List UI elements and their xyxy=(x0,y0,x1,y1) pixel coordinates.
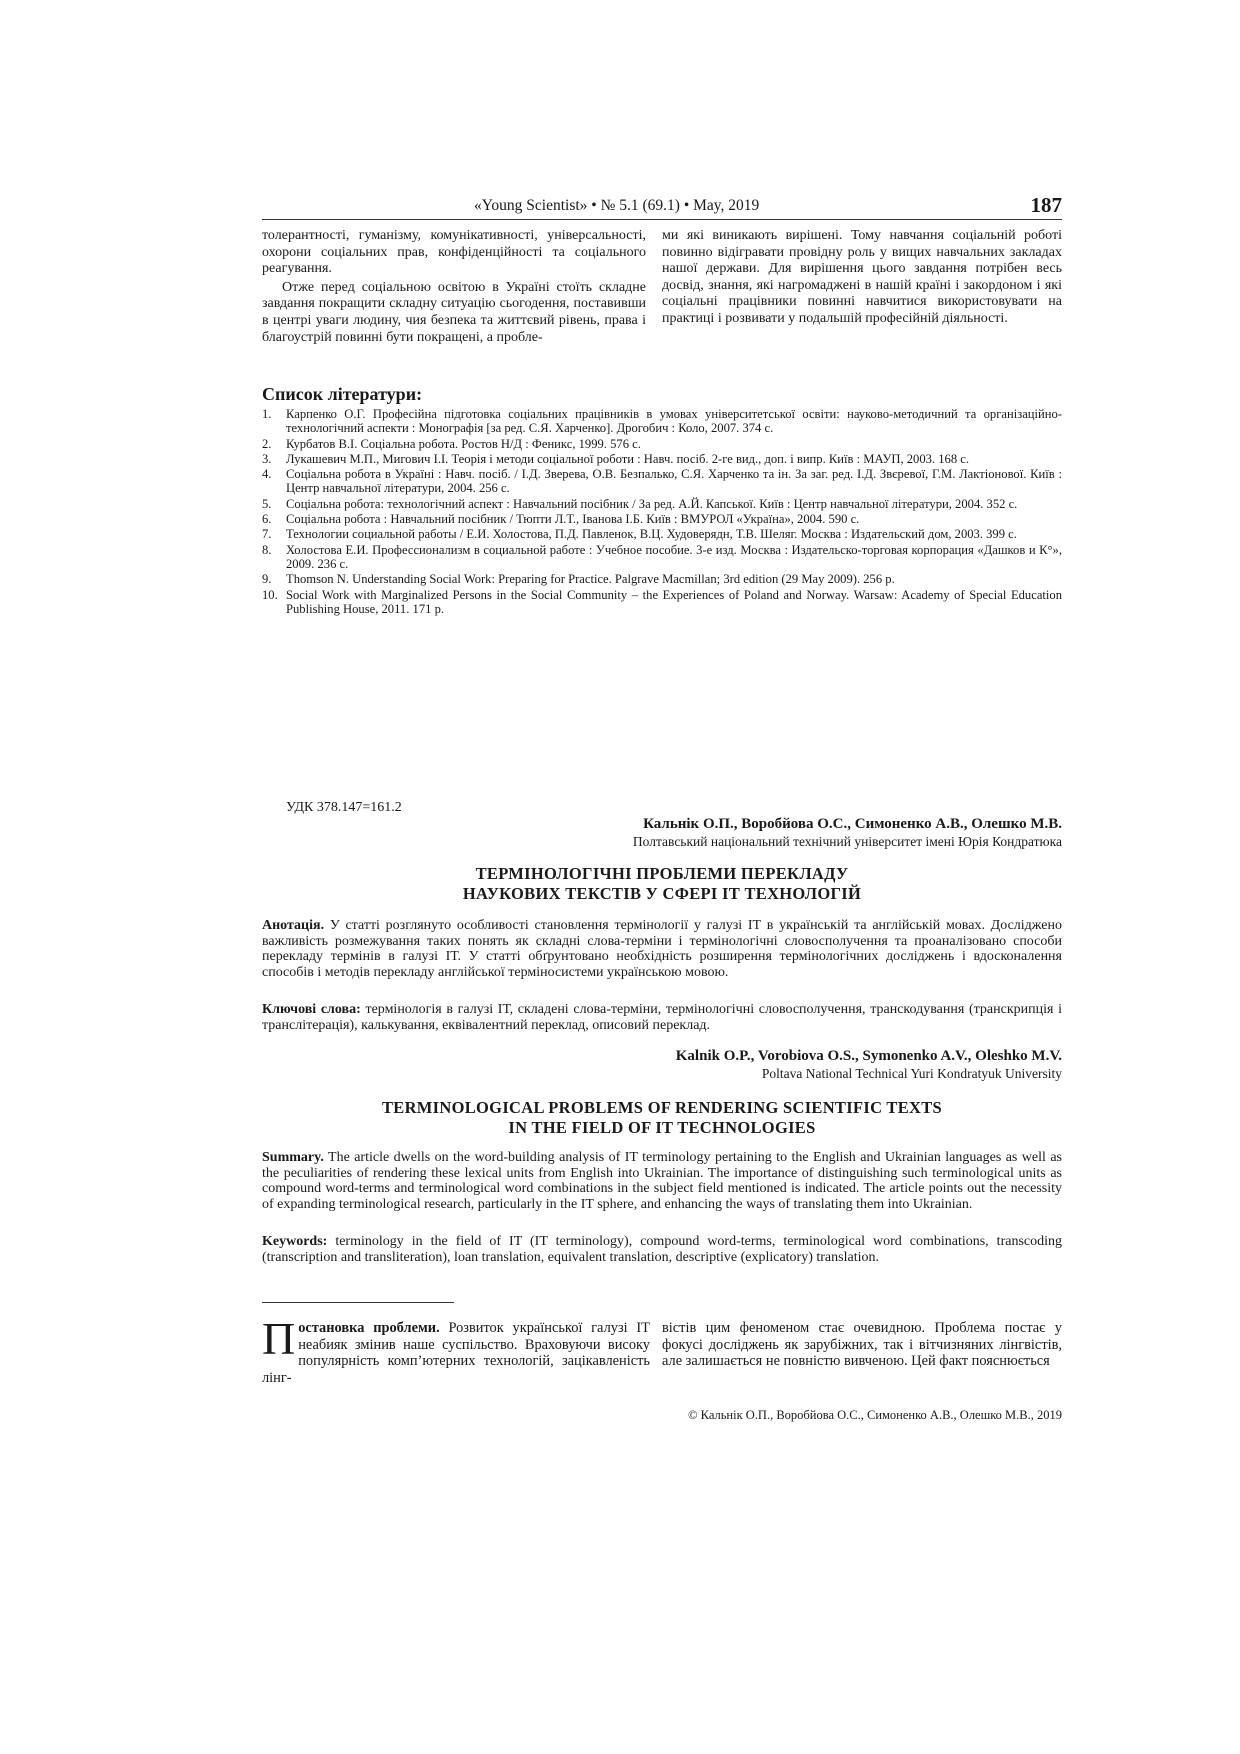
keywords-en-label: Keywords: xyxy=(262,1234,328,1249)
summary-label: Summary. xyxy=(262,1150,324,1165)
keywords-en-text: terminology in the field of IT (IT terminology), compound word-terms, terminological word combinations, transcoding (transcription and transliteration), loan translation, equivalent translation, descriptive (explicatory) translation. xyxy=(262,1234,1062,1265)
reference-number: 3. xyxy=(262,451,272,466)
body-right-column xyxy=(662,1320,1062,1370)
reference-item xyxy=(262,572,1062,586)
reference-item xyxy=(262,407,1062,436)
authors-ua: Кальнік О.П., Воробйова О.С., Симоненко А.В., Олешко М.В. xyxy=(643,816,1062,832)
reference-item xyxy=(262,452,1062,466)
abstract-ua xyxy=(262,918,1062,980)
reference-text: Соціальна робота в Україні : Навч. посіб. / І.Д. Зверева, О.В. Безпалько, С.Я. Харченко та ін. За заг. ред. І.Д. Звєревої, Г.М. Лактіонової. Київ : Центр навчальної літератури, 2004. 256 с. xyxy=(286,467,1062,496)
top-left-column xyxy=(262,228,646,348)
reference-item xyxy=(262,467,1062,496)
title-ua xyxy=(262,864,1062,904)
reference-number: 7. xyxy=(262,527,272,542)
reference-item xyxy=(262,588,1062,617)
reference-text: Карпенко О.Г. Професійна підготовка соціальних працівників в умовах університетської освіти: науково-методичний та організаційно-технологічний аспекти : Монографія [за ред. С.Я. Харченко]. Дрогобич : Коло, 2007. 374 с. xyxy=(286,407,1062,436)
reference-number: 2. xyxy=(262,436,272,451)
reference-item xyxy=(262,543,1062,572)
reference-item xyxy=(262,527,1062,541)
reference-number: 4. xyxy=(262,467,272,482)
section-lead: остановка проблеми. xyxy=(298,1320,440,1336)
reference-text: Social Work with Marginalized Persons in the Social Community – the Experiences of Poland and Norway. Warsaw: Academy of Special Education Publishing House, 2011. 171 p. xyxy=(286,587,1062,616)
header-rule xyxy=(262,219,1062,220)
reference-text: Лукашевич М.П., Мигович І.І. Теорія і методи соціальної роботи : Навч. посіб. 2-ге вид., доп. і випр. Київ : МАУП, 2003. 168 с. xyxy=(286,451,970,466)
reference-number: 6. xyxy=(262,512,272,527)
drop-cap: П xyxy=(262,1313,296,1364)
summary-text: The article dwells on the word-building analysis of IT terminology pertaining to the English and Ukrainian languages as well as the peculiarities of rendering these lexical units from English into Ukrainian. The importance of distinguishing such terminological units as compound word-terms and terminological word combinations in the subject field mentioned is indicated. The article points out the necessity of expanding terminological research, particularly in the IT sphere, and enhancing the ways of translating them into Ukrainian. xyxy=(262,1150,1062,1212)
page-number: 187 xyxy=(1030,193,1062,217)
footnote-rule xyxy=(262,1302,454,1303)
reference-text: Холостова Е.И. Профессионализм в социальной работе : Учебное пособие. 3-е изд. Москва : Издательско-торговая корпорация «Дашков и К°», 2009. 236 с. xyxy=(286,542,1062,571)
reference-text: Технологии социальной работы / Е.И. Холостова, П.Д. Павленок, В.Ц. Худоверядн, Т.В. Шеляг. Москва : Издательский дом, 2003. 399 с. xyxy=(286,527,1017,542)
keywords-en xyxy=(262,1234,1062,1265)
abstract-text: У статті розглянуто особливості становлення термінології у галузі ІТ в українській та англійській мовах. Досліджено важливість розмежування таких понять як складні слова-терміни і термінологічні словосполучення та проаналізовано способи перекладу термінів в галузі ІТ. У статті обґрунтовано необхідність розширення термінологічних досліджень і вдосконалення способів і методів перекладу англійської терміносистеми українською мовою. xyxy=(262,918,1062,980)
title-en-line: IN THE FIELD OF IT TECHNOLOGIES xyxy=(508,1118,816,1137)
keywords-label: Ключові слова: xyxy=(262,1002,361,1017)
summary-en xyxy=(262,1150,1062,1212)
reference-item xyxy=(262,512,1062,526)
title-en xyxy=(262,1098,1062,1138)
reference-number: 9. xyxy=(262,572,272,587)
paragraph: ми які виникають вирішені. Тому навчання соціальній роботі повинно відігравати провідну роль у вищих навчальних закладах нашої держави. Для вирішення цього завдання потрібен весь досвід, знання, які нагромаджені в нашій країні і закордоном і які соціальні працівники повинні навчитися використовувати на практиці і розвивати у подальшій професійній діяльності. xyxy=(662,228,1062,326)
title-ua-line: НАУКОВИХ ТЕКСТІВ У СФЕРІ ІТ ТЕХНОЛОГІЙ xyxy=(462,884,862,903)
udk-code: УДК 378.147=161.2 xyxy=(286,800,402,815)
title-en-line: TERMINOLOGICAL PROBLEMS OF RENDERING SCIENTIFIC TEXTS xyxy=(381,1098,943,1117)
affiliation-en: Poltava National Technical Yuri Kondratyuk University xyxy=(761,1066,1062,1081)
reference-number: 1. xyxy=(262,407,272,421)
journal-info: «Young Scientist» • № 5.1 (69.1) • May, 2019 xyxy=(474,197,760,214)
copyright-line: © Кальнік О.П., Воробйова О.С., Симоненко А.В., Олешко М.В., 2019 xyxy=(688,1408,1062,1422)
body-text: Розвиток української галузі ІТ неабияк змінив наше суспільство. Враховуючи високу популярність комп’ютерних технологій, зацікавленість лінг- xyxy=(262,1320,650,1386)
paragraph: Отже перед соціальною освітою в Україні стоїть складне завдання покращити складну ситуацію сьогодення, поставивши в центрі уваги людину, чия безпека та життєвий рівень, права і благоустрій повинні бути покращені, а пробле- xyxy=(262,279,646,345)
reference-text: Курбатов В.І. Соціальна робота. Ростов Н/Д : Феникс, 1999. 576 с. xyxy=(286,436,641,451)
reference-item xyxy=(262,437,1062,451)
reference-text: Соціальна робота : Навчальний посібник / Тюпти Л.Т., Іванова І.Б. Київ : ВМУРОЛ «Україна», 2004. 590 с. xyxy=(286,512,860,527)
top-right-column xyxy=(662,228,1062,330)
reference-number: 5. xyxy=(262,496,272,511)
reference-item xyxy=(262,497,1062,511)
reference-number: 10. xyxy=(262,587,278,602)
reference-number: 8. xyxy=(262,542,272,557)
reference-text: Соціальна робота: технологічний аспект : Навчальний посібник / За ред. А.Й. Капської. Київ : Центр навчальної літератури, 2004. 352 с. xyxy=(286,496,1018,511)
body-left-column xyxy=(262,1313,650,1386)
references-list xyxy=(262,407,1062,617)
affiliation-ua: Полтавський національний технічний університет імені Юрія Кондратюка xyxy=(632,834,1062,849)
abstract-label: Анотація. xyxy=(262,918,325,933)
paragraph: толерантності, гуманізму, комунікативності, універсальності, охорони соціальних прав, конфіденційності та соціального реагування. xyxy=(262,228,646,277)
keywords-text: термінологія в галузі ІТ, складені слова-терміни, термінологічні словосполучення, транскодування (транскрипція і транслітерація), калькування, еквівалентний переклад, описовий переклад. xyxy=(262,1002,1062,1033)
body-text: вістів цим феноменом стає очевидною. Проблема постає у фокусі досліджень як зарубіжних, так і вітчизняних лінгвістів, але залишається не повністю вивченою. Цей факт пояснюється xyxy=(662,1320,1062,1370)
title-ua-line: ТЕРМІНОЛОГІЧНІ ПРОБЛЕМИ ПЕРЕКЛАДУ xyxy=(475,864,849,883)
authors-en: Kalnik O.P., Vorobiova O.S., Symonenko A.V., Oleshko M.V. xyxy=(675,1048,1062,1064)
references-title: Список літератури: xyxy=(262,384,423,404)
reference-text: Thomson N. Understanding Social Work: Preparing for Practice. Palgrave Macmillan; 3rd edition (29 May 2009). 256 p. xyxy=(286,572,895,587)
keywords-ua xyxy=(262,1002,1062,1033)
